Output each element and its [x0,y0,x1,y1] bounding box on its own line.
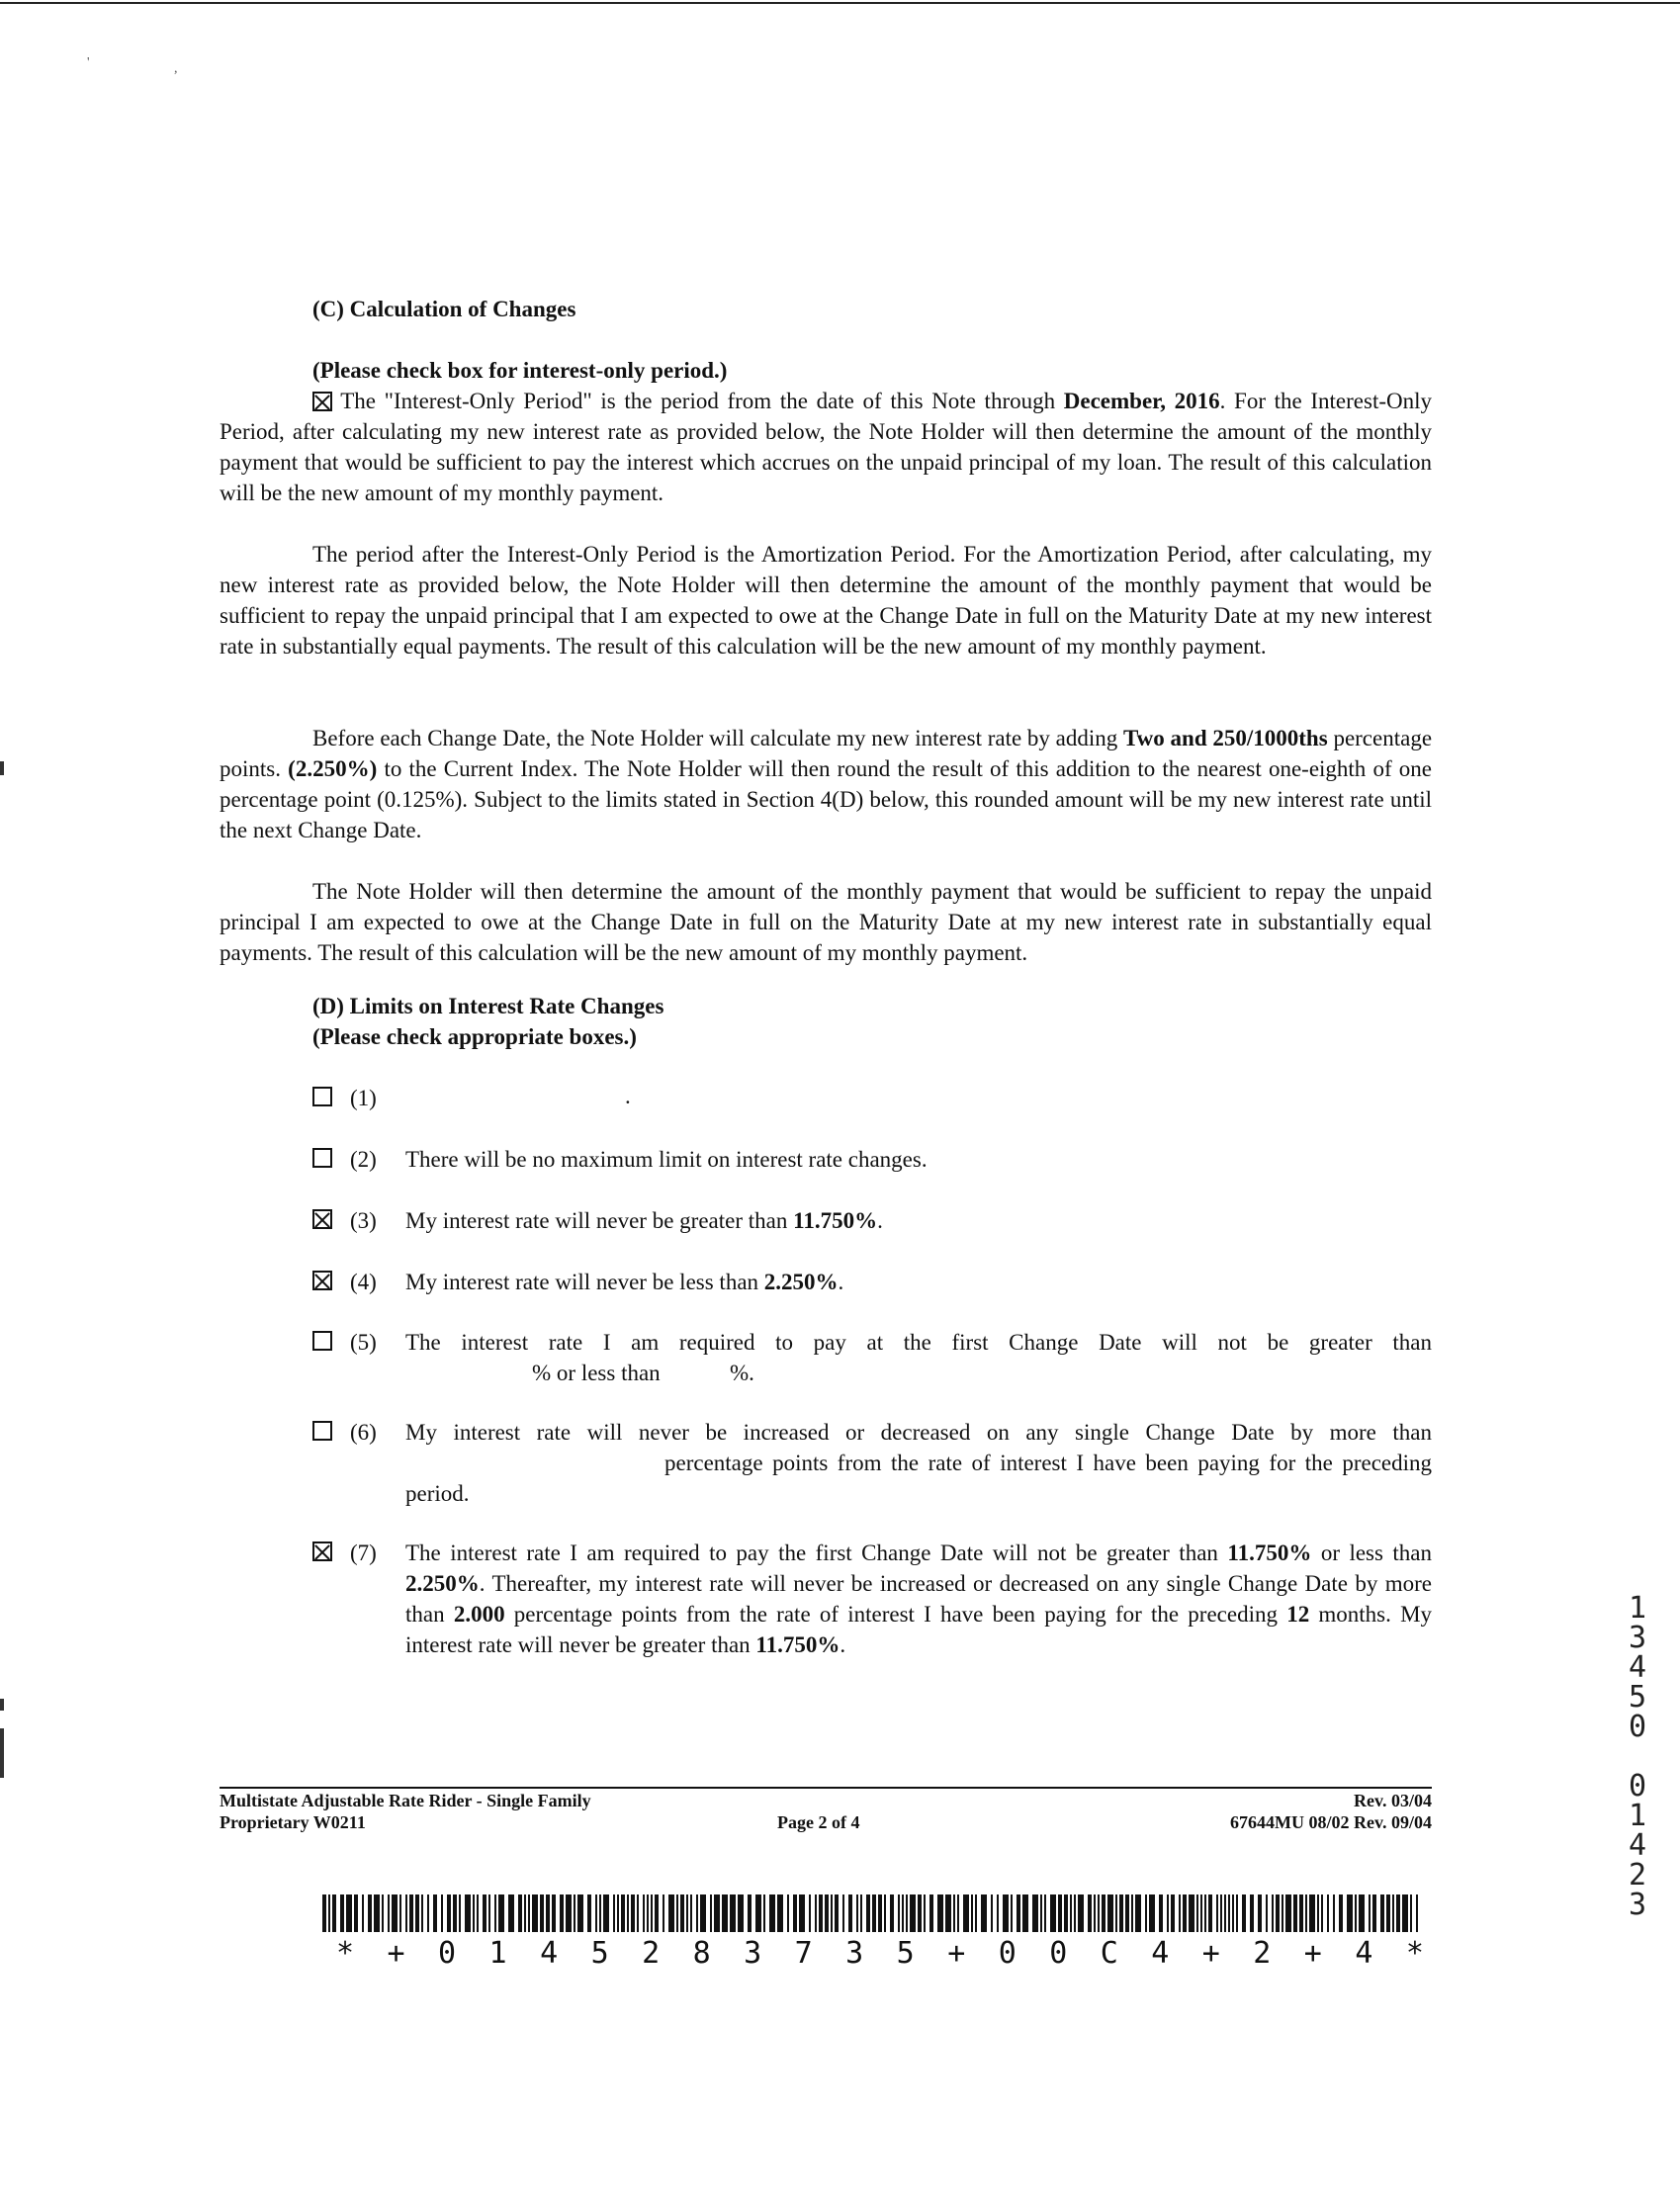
barcode-bar [346,1894,352,1932]
barcode-bar [1224,1894,1226,1932]
barcode-bar [433,1894,437,1932]
barcode-bar [508,1894,514,1932]
barcode-bar [465,1894,471,1932]
barcode-bar [755,1894,761,1932]
barcode-bar [560,1894,564,1932]
barcode-bar [953,1894,955,1932]
barcode-bar [918,1894,922,1932]
barcode-char: 5 [590,1936,609,1971]
barcode-bar [1339,1894,1343,1932]
barcode-bar [714,1894,720,1932]
section-c-heading: (C) Calculation of Changes [312,297,576,321]
barcode-bar [1410,1894,1412,1932]
barcode-bar [637,1894,639,1932]
barcode-bar [1317,1894,1319,1932]
barcode-bar [617,1894,619,1932]
barcode-char: 7 [794,1936,813,1971]
barcode-char: * [336,1936,355,1971]
barcode-bar [898,1894,900,1932]
limits-instruction: (Please check appropriate boxes.) [312,1024,637,1049]
barcode-bar [1333,1894,1335,1932]
barcode-bar [848,1894,852,1932]
barcode-char: 2 [642,1936,661,1971]
form-title: Multistate Adjustable Rate Rider - Single Family [220,1791,591,1810]
barcode-bar [981,1894,987,1932]
barcode-bar [631,1894,635,1932]
barcode-bar [957,1894,959,1932]
payment-paragraph: The Note Holder will then determine the amount of the monthly payment that would be sufficient to repay the unpaid principal I am expected to owe at the Change Date in full on the Maturity Date at my new interest rate in substantially equal payments. The result of this calculation will be the new amount of my monthly payment. [220,879,1432,965]
barcode-bar [963,1894,969,1932]
barcode-bar [924,1894,926,1932]
barcode-bar [577,1894,583,1932]
barcode-bar [354,1894,358,1932]
margin-words: Two and 250/1000ths [1123,726,1328,750]
margin-percent: (2.250%) [288,756,378,781]
barcode-bar [405,1894,407,1932]
margin-paragraph: Before each Change Date, the Note Holder will calculate my new interest rate by adding Two and 250/1000ths percentage points. (2.250%) to the Current Index. The Note Holder will then round the result of this addition to the nearest one-eighth of one percentage point (0.125%). Subject to the limits stated in Section 4(D) below, this rounded amount will be my new interest rate until the next Change Date. [220,726,1433,842]
barcode-bar [738,1894,744,1932]
limit-1-blank: . [625,1084,631,1108]
barcode-bar [1032,1894,1038,1932]
scan-edge-mark [0,761,4,775]
barcode-bar [328,1894,330,1932]
min-rate-value: 2.250% [763,1270,839,1294]
barcode-bar [700,1894,706,1932]
barcode-bar [595,1894,597,1932]
barcode-bar [651,1894,653,1932]
limit-6-checkbox[interactable] [312,1421,332,1441]
barcode-bar [1022,1894,1028,1932]
barcode-bar [1282,1894,1283,1932]
barcode-bar [453,1894,457,1932]
scan-edge-mark [0,1728,4,1778]
barcode-bar [1094,1894,1096,1932]
barcode-bar [518,1894,522,1932]
stamp-char: 0 [1628,1769,1647,1804]
barcode-bar [825,1894,829,1932]
barcode-bar [599,1894,601,1932]
io-end-date: December, 2016 [1063,389,1220,413]
barcode-bar [483,1894,486,1932]
stamp-char: 1 [1628,1591,1647,1626]
barcode-bar [906,1894,908,1932]
barcode-bar [902,1894,904,1932]
io-check-instruction: (Please check box for interest-only period.) [312,358,728,383]
barcode-char: + [947,1936,966,1971]
barcode-bar [890,1894,894,1932]
barcode-bar [1216,1894,1218,1932]
barcode-bar [332,1894,336,1932]
barcode-bar [552,1894,556,1932]
barcode-bar [1299,1894,1303,1932]
barcode-bar [1250,1894,1254,1932]
side-document-number-stamp [1614,1591,1661,1922]
barcode-bar [1040,1894,1042,1932]
barcode-bar [382,1894,384,1932]
barcode-bar [421,1894,423,1932]
barcode-bar [1119,1894,1123,1932]
barcode-bar [787,1894,789,1932]
barcode-bar [1386,1894,1390,1932]
stamp-char: 4 [1628,1650,1647,1685]
document-barcode [322,1894,1426,1932]
barcode-bar [1044,1894,1046,1932]
barcode-bar [392,1894,398,1932]
barcode-bar [1285,1894,1291,1932]
barcode-bar [831,1894,833,1932]
barcode-char: + [1201,1936,1220,1971]
limit-item-6: (6) My interest rate will never be increased or decreased on any single Change Date by more than percentage points from the rate of interest I have been paying for the preceding period. [312,1417,1432,1509]
barcode-char: + [387,1936,405,1971]
section-d-heading: (D) Limits on Interest Rate Changes [312,994,664,1018]
barcode-bar [690,1894,692,1932]
rev-label: Rev. 03/04 [1354,1791,1432,1810]
io-period-checkbox[interactable] [312,392,332,411]
barcode-bar [1070,1894,1072,1932]
limit-2-checkbox[interactable] [312,1148,332,1168]
barcode-bar [819,1894,823,1932]
barcode-bar [856,1894,858,1932]
barcode-bar [1293,1894,1297,1932]
stamp-char: 3 [1628,1888,1647,1922]
barcode-bar [1102,1894,1105,1932]
barcode-bar [929,1894,933,1932]
limit-7-checkbox[interactable] [312,1541,332,1561]
barcode-bar [459,1894,461,1932]
barcode-bar [809,1894,811,1932]
barcode-bar [1115,1894,1117,1932]
barcode-bar [1189,1894,1194,1932]
barcode-bar [528,1894,530,1932]
lifetime-cap: 11.750% [755,1632,840,1657]
barcode-bar [524,1894,526,1932]
barcode-bar [566,1894,572,1932]
form-code: 67644MU 08/02 Rev. 09/04 [1230,1812,1432,1832]
barcode-bar [447,1894,451,1932]
barcode-bar [1179,1894,1181,1932]
barcode-bar [441,1894,443,1932]
barcode-bar [937,1894,943,1932]
barcode-bar [409,1894,413,1932]
barcode-char: 3 [744,1936,762,1971]
barcode-bar [1196,1894,1198,1932]
barcode-char: 4 [1355,1936,1373,1971]
barcode-bar [399,1894,401,1932]
barcode-bar [799,1894,805,1932]
barcode-bar [815,1894,817,1932]
barcode-bar [991,1894,993,1932]
stamp-char: 3 [1628,1621,1647,1655]
barcode-bar [1003,1894,1009,1932]
stamp-char: 1 [1628,1799,1647,1833]
barcode-bar [769,1894,775,1932]
first-change-min: 2.250% [405,1571,480,1596]
first-change-max: 11.750% [1227,1541,1312,1565]
barcode-bar [1380,1894,1384,1932]
barcode-human-readable [336,1936,1424,1971]
barcode-bar [1208,1894,1212,1932]
stamp-char [1614,1742,1661,1772]
barcode-bar [1276,1894,1280,1932]
barcode-bar [1074,1894,1076,1932]
scan-top-edge [0,2,1680,4]
period-months: 12 [1286,1602,1310,1627]
barcode-bar [532,1894,538,1932]
barcode-char: * [1405,1936,1424,1971]
barcode-bar [842,1894,844,1932]
barcode-bar [643,1894,645,1932]
barcode-bar [1392,1894,1394,1932]
barcode-bar [1232,1894,1234,1932]
barcode-bar [1236,1894,1238,1932]
barcode-bar [587,1894,591,1932]
barcode-bar [374,1894,380,1932]
barcode-char: 4 [1151,1936,1170,1971]
barcode-bar [603,1894,609,1932]
barcode-bar [1396,1894,1400,1932]
barcode-bar [1125,1894,1129,1932]
stamp-char: 4 [1628,1828,1647,1863]
barcode-bar [362,1894,364,1932]
barcode-bar [1242,1894,1246,1932]
barcode-bar [1078,1894,1084,1932]
barcode-bar [546,1894,550,1932]
barcode-bar [1372,1894,1376,1932]
barcode-char: 0 [998,1936,1017,1971]
limit-5-checkbox[interactable] [312,1331,332,1351]
barcode-bar [997,1894,999,1932]
limit-1-checkbox[interactable] [312,1087,332,1106]
barcode-bar [388,1894,390,1932]
stamp-char: 0 [1628,1710,1647,1744]
limit-item-4: (4) My interest rate will never be less than 2.250%. [312,1267,1432,1297]
barcode-bar [748,1894,752,1932]
barcode-bar [975,1894,977,1932]
barcode-bar [1272,1894,1274,1932]
barcode-bar [621,1894,625,1932]
barcode-bar [1402,1894,1408,1932]
barcode-bar [676,1894,678,1932]
barcode-char: 3 [845,1936,864,1971]
barcode-bar [1145,1894,1147,1932]
barcode-bar [627,1894,629,1932]
barcode-bar [368,1894,372,1932]
barcode-bar [710,1894,712,1932]
scan-speck: ' [87,55,90,70]
barcode-bar [498,1894,504,1932]
barcode-bar [872,1894,876,1932]
barcode-bar [793,1894,797,1932]
barcode-bar [477,1894,479,1932]
stamp-char: 2 [1628,1858,1647,1893]
max-rate-value: 11.750% [793,1208,878,1233]
barcode-bar [1309,1894,1315,1932]
barcode-bar [1167,1894,1169,1932]
barcode-bar [1159,1894,1163,1932]
amortization-paragraph: The period after the Interest-Only Period is the Amortization Period. For the Amortization Period, after calculating, my new interest rate as provided below, the Note Holder will then determine the amount of the monthly payment that would be sufficient to repay the unpaid principal that I am expected to owe at the Change Date in full on the Maturity Date at my new interest rate in substantially equal payments. The result of this calculation will be the new amount of my monthly payment. [220,542,1432,659]
barcode-bar [680,1894,684,1932]
barcode-bar [340,1894,344,1932]
scan-speck: , [174,61,178,76]
barcode-bar [540,1894,544,1932]
periodic-cap: 2.000 [453,1602,505,1627]
barcode-bar [1266,1894,1268,1932]
barcode-bar [647,1894,649,1932]
barcode-bar [494,1894,496,1932]
limit-item-7: (7) The interest rate I am required to pay the first Change Date will not be greater than 11.750% or less than 2.250%. Thereafter, my interest rate will never be increased or decreased on any single Change Date by more than 2.000 percentage points from the rate of interest I have been paying for the preceding 12 months. My interest rate will never be greater than 11.750%. [312,1538,1432,1660]
barcode-bar [322,1894,326,1932]
footer-rule [220,1787,1432,1789]
barcode-bar [1135,1894,1141,1932]
scan-edge-mark [0,1699,4,1711]
barcode-bar [1011,1894,1013,1932]
barcode-bar [473,1894,475,1932]
barcode-bar [1088,1894,1092,1932]
limit-item-3: (3) My interest rate will never be greater than 11.750%. [312,1205,1432,1236]
barcode-char: + [1303,1936,1322,1971]
barcode-bar [1305,1894,1307,1932]
barcode-char: 0 [438,1936,457,1971]
barcode-bar [1050,1894,1056,1932]
limit-4-checkbox[interactable] [312,1271,332,1290]
stamp-char: 5 [1628,1680,1647,1715]
barcode-bar [613,1894,615,1932]
barcode-bar [1098,1894,1100,1932]
barcode-bar [1369,1894,1371,1932]
barcode-bar [668,1894,674,1932]
barcode-char: 5 [896,1936,915,1971]
barcode-char: 8 [692,1936,711,1971]
barcode-bar [663,1894,664,1932]
barcode-bar [884,1894,886,1932]
barcode-bar [835,1894,839,1932]
barcode-bar [1359,1894,1365,1932]
barcode-bar [1220,1894,1222,1932]
barcode-bar [1327,1894,1329,1932]
barcode-bar [730,1894,736,1932]
barcode-bar [777,1894,783,1932]
barcode-bar [1347,1894,1353,1932]
page-number: Page 2 of 4 [777,1812,860,1832]
barcode-bar [1416,1894,1418,1932]
barcode-bar [1171,1894,1175,1932]
barcode-bar [1228,1894,1230,1932]
barcode-bar [1064,1894,1068,1932]
barcode-bar [1321,1894,1323,1932]
barcode-bar [866,1894,870,1932]
barcode-bar [1017,1894,1020,1932]
barcode-char: 4 [540,1936,559,1971]
barcode-bar [971,1894,973,1932]
barcode-bar [1058,1894,1062,1932]
barcode-bar [722,1894,728,1932]
barcode-bar [1355,1894,1357,1932]
barcode-bar [1149,1894,1155,1932]
barcode-char: 2 [1253,1936,1272,1971]
limit-item-5: (5) The interest rate I am required to pay at the first Change Date will not be greater than % or less than %. [312,1327,1432,1388]
barcode-bar [655,1894,659,1932]
barcode-bar [1131,1894,1133,1932]
barcode-bar [910,1894,916,1932]
barcode-bar [488,1894,490,1932]
barcode-bar [1200,1894,1202,1932]
io-period-paragraph: The "Interest-Only Period" is the period from the date of this Note through December, 2016. For the Interest-Only Period, after calculating my new interest rate as provided below, the Note Holder will then determine the amount of the monthly payment that would be sufficient to pay the interest which accrues on the unpaid principal of my loan. The result of this calculation will be the new amount of my monthly payment. [220,389,1433,505]
barcode-char: C [1100,1936,1118,1971]
barcode-char: 0 [1049,1936,1068,1971]
barcode-bar [574,1894,575,1932]
barcode-bar [1107,1894,1113,1932]
barcode-bar [1204,1894,1206,1932]
proprietary-code: Proprietary W0211 [220,1812,366,1832]
limit-item-1: (1) . [312,1083,1432,1113]
barcode-char: 1 [488,1936,507,1971]
barcode-bar [1183,1894,1187,1932]
barcode-bar [1258,1894,1262,1932]
barcode-bar [427,1894,429,1932]
barcode-bar [945,1894,951,1932]
barcode-bar [415,1894,419,1932]
barcode-bar [686,1894,688,1932]
limit-3-checkbox[interactable] [312,1209,332,1229]
barcode-bar [860,1894,862,1932]
barcode-bar [696,1894,698,1932]
limit-item-2: (2) There will be no maximum limit on interest rate changes. [312,1144,1432,1175]
barcode-bar [763,1894,765,1932]
barcode-bar [878,1894,882,1932]
